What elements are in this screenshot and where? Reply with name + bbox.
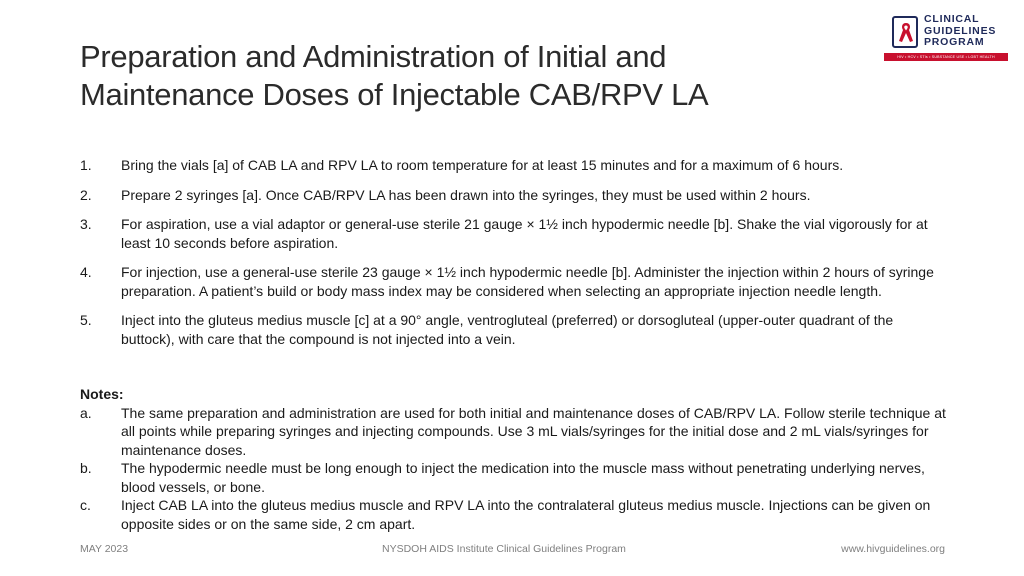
procedure-steps-list: [80, 156, 950, 359]
step-text: Bring the vials [a] of CAB LA and RPV LA to room temperature for at least 15 minutes and for a maximum of 6 hours.: [121, 157, 844, 173]
step-text: For injection, use a general-use sterile 23 gauge × 1½ inch hypodermic needle [b]. Administer the injection within 2 hours of syringe preparation. A patient’s build or body mass index may be considered when selecting an appropriate injection needle length.: [121, 264, 934, 299]
awareness-ribbon-icon: [897, 21, 915, 45]
page-title: [80, 38, 870, 114]
list-item: [80, 311, 950, 348]
logo-line-1: CLINICAL: [924, 13, 980, 25]
logo-line-3: PROGRAM: [924, 36, 985, 48]
logo-line-2: GUIDELINES: [924, 24, 997, 37]
logo-tagline: HIV • HCV • STIs • SUBSTANCE USE • LGBT HEALTH: [884, 53, 1008, 61]
logo-wordmark: [924, 14, 996, 49]
list-item: [80, 186, 950, 205]
note-letter: b.: [80, 460, 92, 476]
note-letter: c.: [80, 497, 91, 513]
step-number: 2.: [80, 186, 92, 203]
step-number: 1.: [80, 157, 92, 173]
step-number: 3.: [80, 216, 92, 232]
step-text: Inject into the gluteus medius muscle [c] at a 90° angle, ventrogluteal (preferred) or dorsogluteal (upper-outer quadrant of the buttock), with care that the compound is not injected into a vein.: [121, 312, 894, 347]
page-title-line-2: Maintenance Doses of Injectable CAB/RPV LA: [80, 77, 709, 112]
footer-website-link[interactable]: www.hivguidelines.org: [841, 543, 945, 555]
notes-section: [80, 385, 950, 533]
note-text: The same preparation and administration are used for both initial and maintenance doses of CAB/RPV LA. Follow sterile technique at all points while preparing syringes and injecting compounds. Use 3 mL vials/syringes for the initial dose and 2 mL vials/syringes for maintenance doses.: [121, 404, 946, 458]
list-item: [80, 215, 950, 252]
step-text: Prepare 2 syringes [a]. Once CAB/RPV LA has been drawn into the syringes, they must be used within 2 hours.: [121, 186, 811, 203]
clinical-guidelines-program-logo: [884, 14, 1012, 64]
note-letter: a.: [80, 404, 92, 421]
footer-program-name: NYSDOH AIDS Institute Clinical Guidelines Program: [382, 543, 626, 555]
footer-date: MAY 2023: [80, 543, 129, 555]
list-item: [80, 459, 950, 496]
list-item: [80, 156, 950, 175]
note-text: The hypodermic needle must be long enough to inject the medication into the muscle mass without penetrating underlying nerves, blood vessels, or bone.: [121, 460, 925, 495]
note-text: Inject CAB LA into the gluteus medius muscle and RPV LA into the contralateral gluteus medius muscle. Injections can be given on opposite sides or on the same side, 2 cm apart.: [121, 497, 931, 532]
list-item: [80, 496, 950, 533]
step-number: 4.: [80, 264, 92, 280]
page-title-line-1: Preparation and Administration of Initial and: [80, 39, 667, 74]
logo-badge: [892, 16, 918, 48]
list-item: [80, 404, 950, 460]
list-item: [80, 263, 950, 300]
step-text: For aspiration, use a vial adaptor or general-use sterile 21 gauge × 1½ inch hypodermic needle [b]. Shake the vial vigorously for at least 10 seconds before aspiration.: [121, 216, 928, 251]
step-number: 5.: [80, 312, 92, 328]
notes-heading: Notes:: [80, 386, 124, 402]
